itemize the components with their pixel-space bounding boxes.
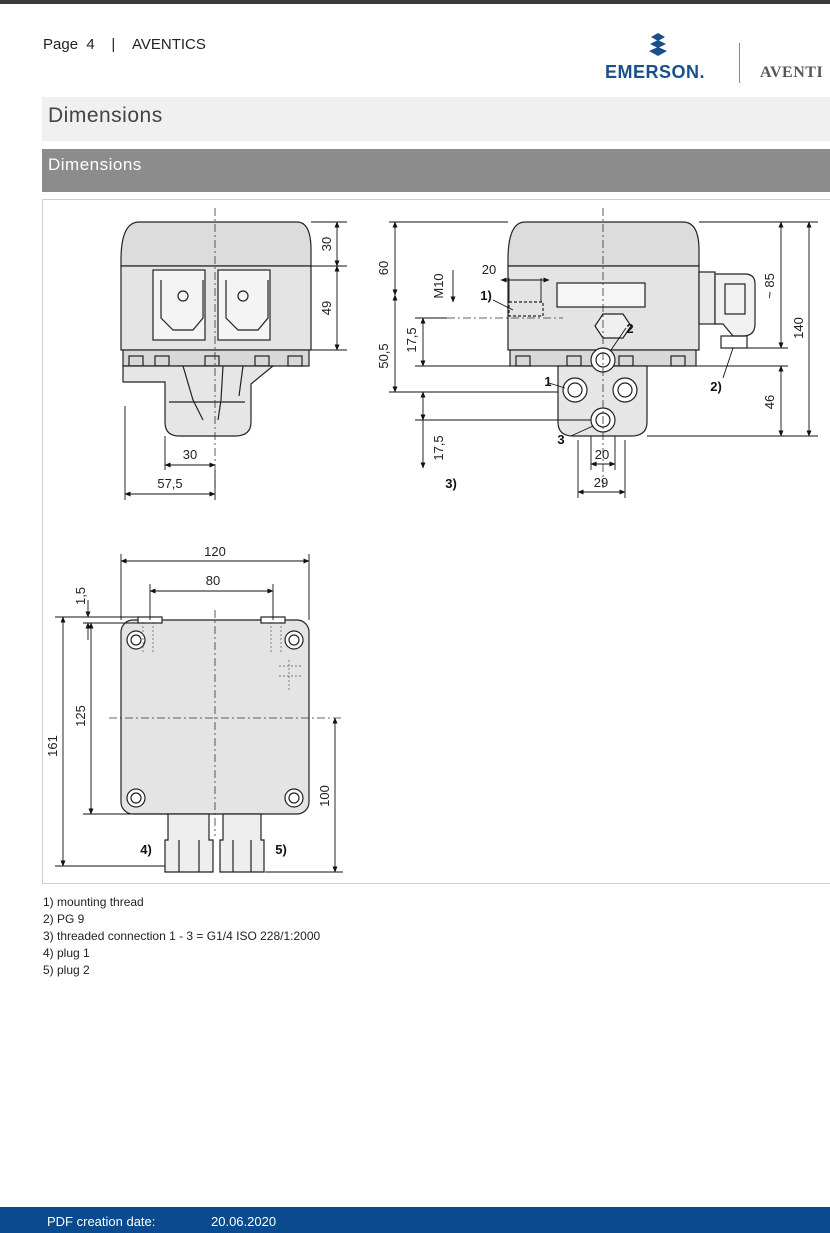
dim-100: 100 <box>317 785 332 807</box>
dim-60: 60 <box>376 260 391 276</box>
dim-1-5: 1,5 <box>73 586 88 606</box>
page-number: 4 <box>86 36 95 53</box>
dim-49-side: 49 <box>319 300 334 316</box>
dim-20-top: 20 <box>481 262 497 277</box>
drawing-notes <box>43 894 320 979</box>
emerson-wordmark: EMERSON. <box>605 62 706 82</box>
note-item: 1) mounting thread <box>43 895 144 909</box>
page-label: Page <box>43 36 79 53</box>
section-title-bar <box>42 97 830 141</box>
dim-30-bottom: 30 <box>182 447 198 462</box>
dim-17-5-upper: 17,5 <box>404 327 419 353</box>
dim-125: 125 <box>73 705 88 727</box>
dimension-drawing <box>43 200 830 885</box>
port-3-label: 3 <box>557 432 565 447</box>
subsection-title-bar <box>42 149 830 192</box>
dim-140: 140 <box>791 317 806 339</box>
logo-divider <box>739 43 740 83</box>
dim-17-5-lower: 17,5 <box>431 435 446 461</box>
note-1-marker: 1) <box>480 288 492 303</box>
page-header <box>43 36 206 53</box>
note-4-marker: 4) <box>140 842 152 857</box>
top-border <box>0 0 830 4</box>
dim-46: 46 <box>762 394 777 410</box>
note-5-marker: 5) <box>275 842 287 857</box>
aventics-wordmark: AVENTI <box>760 64 824 81</box>
dim-57-5: 57,5 <box>157 476 183 491</box>
note-3-marker: 3) <box>445 476 457 491</box>
dim-161: 161 <box>45 735 60 757</box>
section-title: Dimensions <box>48 104 163 127</box>
dim-80: 80 <box>205 573 221 588</box>
footer-date: 20.06.2020 <box>211 1214 277 1229</box>
dim-m10: M10 <box>431 273 446 299</box>
note-item: 2) PG 9 <box>43 912 85 926</box>
note-item: 3) threaded connection 1 - 3 = G1/4 ISO 228/1:2000 <box>43 929 321 943</box>
dim-30-side: 30 <box>319 236 334 252</box>
header-separator: | <box>111 36 116 53</box>
side-view <box>121 222 311 436</box>
note-2-marker: 2) <box>710 379 722 394</box>
header-brand: AVENTICS <box>131 36 206 53</box>
dim-120: 120 <box>204 544 226 559</box>
subsection-title: Dimensions <box>48 155 142 174</box>
emerson-aventics-logo <box>605 33 830 88</box>
dim-20-bottom: 20 <box>594 447 610 462</box>
note-item: 4) plug 1 <box>43 946 90 960</box>
dim-29: 29 <box>593 475 609 490</box>
emerson-logo-icon <box>647 33 669 59</box>
port-2-label: 2 <box>626 321 634 336</box>
dim-50-5: 50,5 <box>376 343 391 369</box>
note-item: 5) plug 2 <box>43 963 90 977</box>
port-1-label: 1 <box>544 374 552 389</box>
footer-label: PDF creation date: <box>47 1214 156 1229</box>
dimension-drawing-frame <box>42 199 830 884</box>
footer-bar <box>0 1207 830 1233</box>
dim-85: ~ 85 <box>762 273 777 299</box>
